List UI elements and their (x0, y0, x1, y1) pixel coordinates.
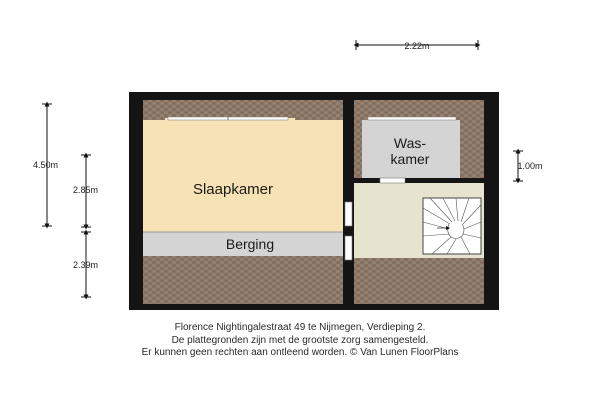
laundry-window (368, 117, 456, 120)
caption-line-address: Florence Nightingalestraat 49 te Nijmegen, Verdieping 2. (174, 322, 426, 333)
caption-line-disclaimer: Er kunnen geen rechten aan ontleend worden. © Van Lunen FloorPlans (141, 347, 459, 358)
room-label-bedroom: Slaapkamer (192, 181, 274, 198)
dimension-top-label: 2.22m (404, 41, 430, 51)
caption (0, 322, 600, 360)
room-label-laundry-2: kamer (390, 151, 430, 167)
bedroom-door (345, 202, 352, 226)
room-label-laundry-1: Was- (393, 135, 427, 151)
dimension-left-lower-label: 2.39m (72, 260, 98, 270)
dimension-left-total-label: 4.50m (32, 160, 58, 170)
room-label-storage: Berging (225, 236, 275, 252)
bedroom-dormer (165, 118, 295, 158)
caption-line-care: De plattegronden zijn met de grootste zorg samengesteld. (171, 334, 429, 346)
laundry-hall-wall (354, 178, 484, 183)
storage-door (345, 236, 352, 260)
laundry-door (380, 178, 405, 183)
dimension-right-label: 1.00m (517, 161, 543, 171)
dimension-left-upper-label: 2.85m (72, 185, 98, 195)
